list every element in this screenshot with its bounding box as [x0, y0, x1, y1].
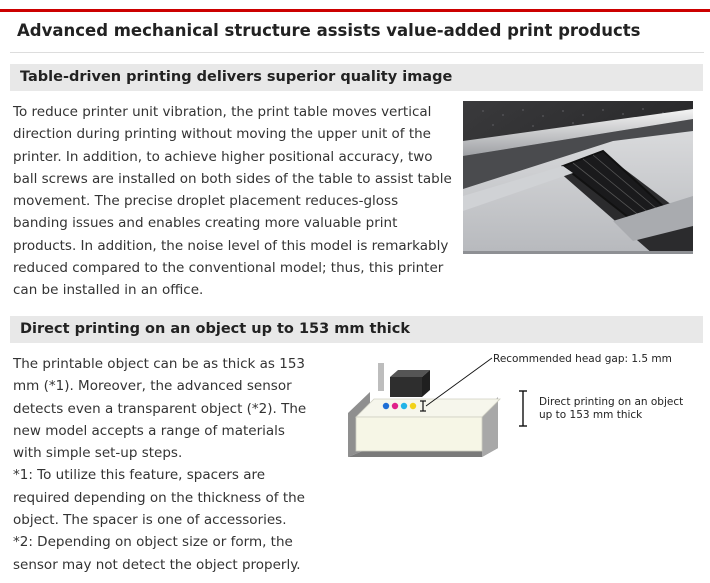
ink-drop-blue: [383, 403, 389, 409]
thickness-label-line1: Direct printing on an object: [539, 396, 684, 408]
ink-drop-magenta: [392, 403, 398, 409]
head-gap-diagram: [340, 345, 700, 465]
footnote-2: *2: Depending on object size or form, the sensor may not detect the object properly.: [13, 534, 301, 573]
print-head: [390, 377, 422, 397]
object-front: [356, 417, 482, 451]
footnote-1: *1: To utilize this feature, spacers are required depending on the thickness of the object. The spacer is one of accessories.: [13, 467, 305, 529]
thickness-label-line2: up to 153 mm thick: [539, 409, 643, 421]
section-heading-table-driven: Table-driven printing delivers superior quality image: [10, 64, 703, 91]
object-top: [356, 399, 500, 417]
title-divider: [10, 52, 704, 53]
ink-drop-yellow: [410, 403, 416, 409]
head-gap-label: Recommended head gap: 1.5 mm: [493, 353, 672, 365]
ink-drop-cyan: [401, 403, 407, 409]
section-body-direct-printing: [13, 353, 313, 576]
head-post: [378, 363, 384, 391]
direct-printing-text: The printable object can be as thick as 153 mm (*1). Moreover, the advanced sensor detects even a transparent object (*2). The new model accepts a range of materials with simple set-up steps.: [13, 356, 307, 462]
page-title: Advanced mechanical structure assists value-added print products: [17, 21, 641, 40]
section-body-table-driven: To reduce printer unit vibration, the print table moves vertical direction during printing without moving the upper unit of the printer. In addition, to achieve higher positional accuracy, two ball screws are installed on both sides of the table to assist table movement. The precise droplet placement reduces-gloss banding issues and enables creating more valuable print products. In addition, the noise level of this model is remarkably reduced compared to the conventional model; thus, this printer can be installed in an office.: [13, 104, 452, 299]
top-accent-rule: [0, 9, 710, 12]
section-heading-direct-printing: Direct printing on an object up to 153 mm thick: [10, 316, 703, 343]
print-table-photo: [463, 101, 693, 254]
